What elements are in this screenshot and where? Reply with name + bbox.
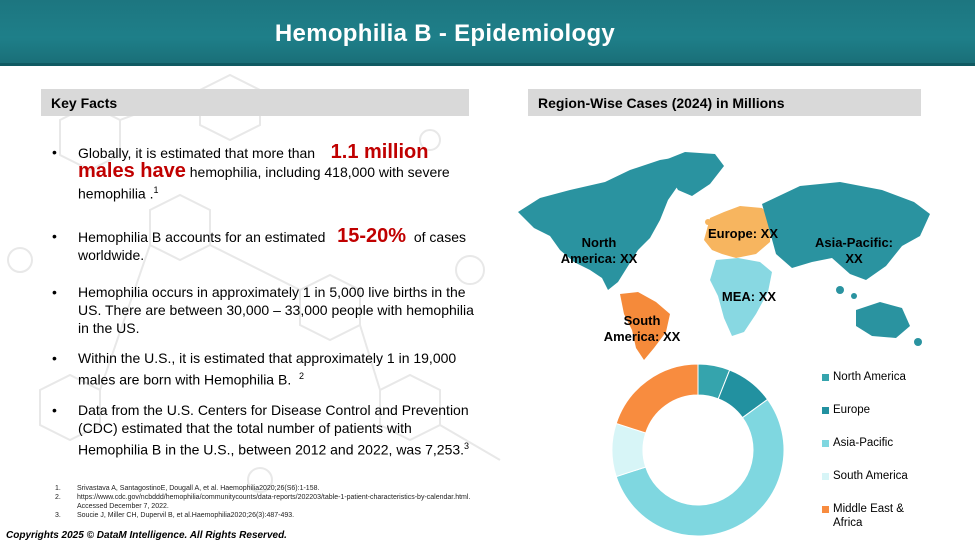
legend-item-mea <box>822 502 922 530</box>
copyright-text: Copyrights 2025 © DataM Intelligence. All Rights Reserved. <box>6 530 287 541</box>
legend-label: Europe <box>833 404 871 416</box>
map-label-north-america: North America: XX <box>560 235 638 266</box>
fact-text: hemophilia, including 418,000 with severe hemophilia . <box>78 164 450 202</box>
map-label-mea: MEA: XX <box>721 289 777 304</box>
key-facts-heading: Key Facts <box>41 89 469 116</box>
map-label-south-america: South America: XX <box>603 313 681 344</box>
fact-text: Globally, it is estimated that more than <box>78 145 316 161</box>
legend-item-europe <box>822 403 922 417</box>
fact-text: Within the U.S., it is estimated that approximately 1 in 19,000 males are born with Hemophilia B. <box>78 350 457 388</box>
fact-text: Hemophilia occurs in approximately 1 in 5,000 live births in the US. There are between 30,000 – 33,000 people with hemophilia in the US. <box>78 284 474 336</box>
legend-swatch <box>822 374 829 381</box>
legend-label: Asia-Pacific <box>833 437 894 449</box>
references-list <box>55 484 475 520</box>
page-title: Hemophilia B - Epidemiology <box>274 20 616 47</box>
fact-highlight: 15-20% <box>337 225 407 247</box>
bullet: • <box>52 350 57 366</box>
legend-swatch <box>822 506 829 513</box>
bullet: • <box>52 144 57 160</box>
fact-text: of cases worldwide. <box>78 229 466 263</box>
legend-swatch <box>822 407 829 414</box>
fact-text: Hemophilia B accounts for an estimated <box>78 229 326 245</box>
donut-slice-mea <box>616 364 698 433</box>
legend-swatch <box>822 473 829 480</box>
map-label-asia-pacific: Asia-Pacific: XX <box>814 235 894 266</box>
legend-item-north-america <box>822 370 922 384</box>
fact-item <box>52 401 477 459</box>
fact-item <box>52 283 477 337</box>
reference-item: 2. https://www.cdc.gov/ncbddd/hemophilia/communitycounts/data-reports/202203/table-1-patient-characteristics-by-calendar.html. Accessed December 7, 2022. <box>55 494 471 510</box>
footnote-marker: 1 <box>153 185 159 195</box>
map-australia <box>856 302 910 338</box>
header-banner <box>0 0 975 66</box>
bullet: • <box>52 228 57 244</box>
fact-item <box>52 227 477 264</box>
reference-item: 1. Srivastava A, SantagostinoE, Dougall A, et al. Haemophilia2020;26(S6):1-158. <box>55 485 320 492</box>
fact-highlight: 1.1 million males have <box>78 141 429 182</box>
legend-item-south-america <box>822 469 922 483</box>
fact-item <box>52 143 477 203</box>
legend-item-asia-pacific <box>822 436 922 450</box>
region-heading: Region-Wise Cases (2024) in Millions <box>528 89 921 116</box>
footnote-marker: 3 <box>464 441 470 451</box>
map-label-europe: Europe: XX <box>707 226 779 241</box>
legend-label: Middle East & Africa <box>833 503 904 529</box>
legend-label: South America <box>833 470 908 482</box>
bullet: • <box>52 402 57 418</box>
region-donut-chart <box>598 360 798 540</box>
legend-swatch <box>822 440 829 447</box>
fact-item <box>52 349 477 389</box>
bullet: • <box>52 284 57 300</box>
fact-text: Data from the U.S. Centers for Disease Control and Prevention (CDC) estimated that the total number of patients with Hemophilia B in the U.S., between 2012 and 2022, was 7,253. <box>78 402 469 458</box>
footnote-marker: 2 <box>299 371 305 381</box>
legend-label: North America <box>833 371 906 383</box>
reference-item: 3. Soucie J, Miller CH, Dupervil B, et al.Haemophilia2020;26(3):487-493. <box>55 512 295 519</box>
